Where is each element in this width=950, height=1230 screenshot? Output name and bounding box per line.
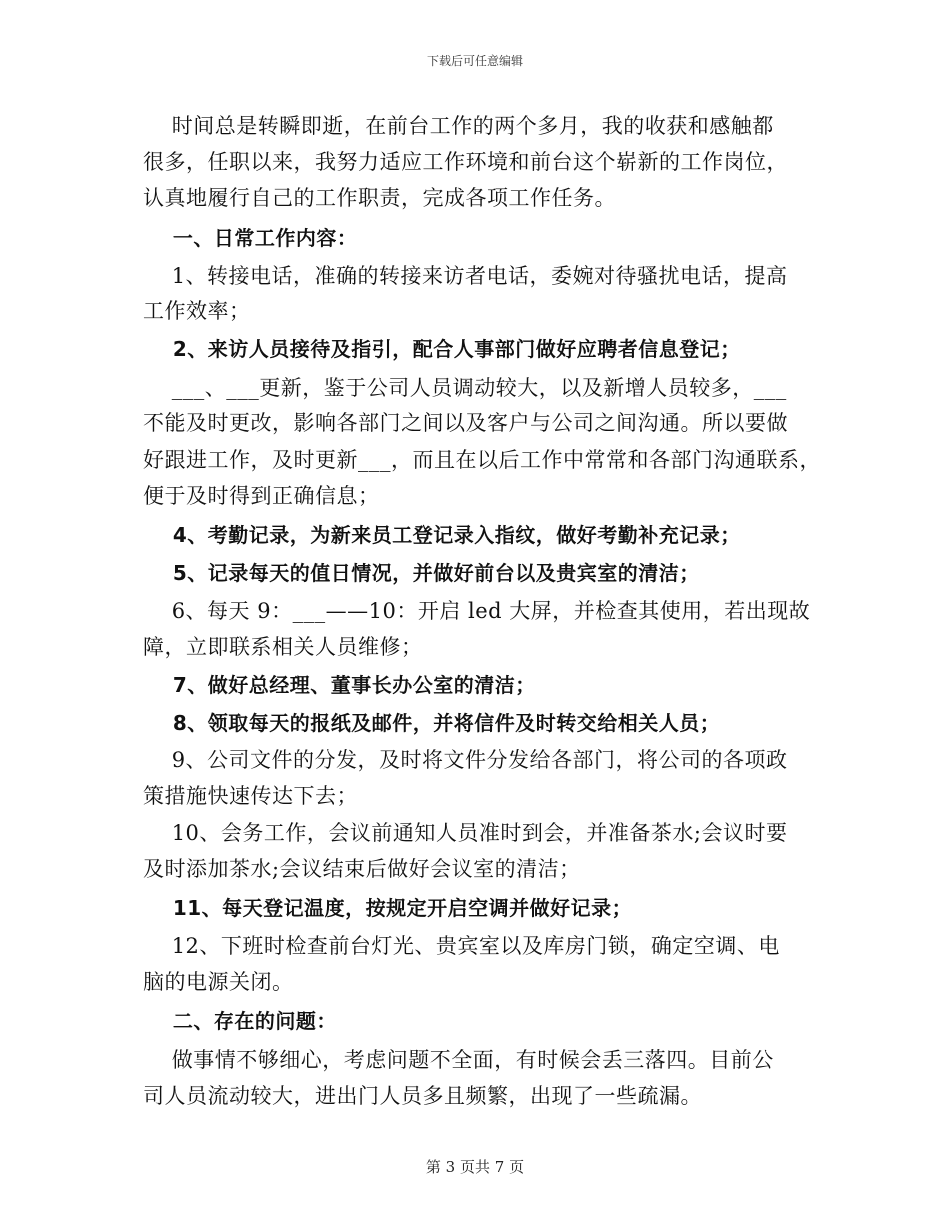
list-item: 7、做好总经理、董事长办公室的清洁； <box>143 673 536 697</box>
text-line: 司人员流动较大，进出门人员多且频繁，出现了一些疏漏。 <box>143 1084 702 1108</box>
text-line: 6、每天 9：___——10：开启 led 大屏，并检查其使用，若出现故 <box>143 599 811 623</box>
page-header: 下载后可任意编辑 <box>426 54 523 68</box>
text-line: 时间总是转瞬即逝，在前台工作的两个多月，我的收获和感触都 <box>143 114 774 138</box>
text-line: 1、转接电话，准确的转接来访者电话，委婉对待骚扰电话，提高 <box>143 264 788 288</box>
text-line: 及时添加茶水;会议结束后做好会议室的清洁； <box>143 857 581 881</box>
text-line: 9、公司文件的分发，及时将文件分发给各部门，将公司的各项政 <box>143 748 788 772</box>
list-item: 2、来访人员接待及指引，配合人事部门做好应聘者信息登记； <box>143 337 741 361</box>
list-item: 5、记录每天的值日情况，并做好前台以及贵宾室的清洁； <box>143 561 700 585</box>
list-item: 4、考勤记录，为新来员工登记录入指纹，做好考勤补充记录； <box>143 523 741 547</box>
text-line: 障，立即联系相关人员维修； <box>143 635 423 659</box>
section-heading: 一、日常工作内容： <box>143 226 358 250</box>
text-line: 很多，任职以来，我努力适应工作环境和前台这个崭新的工作岗位， <box>143 150 788 174</box>
text-line: 10、会务工作，会议前通知人员准时到会，并准备茶水;会议时要 <box>143 821 788 845</box>
list-item: 8、领取每天的报纸及邮件，并将信件及时转交给相关人员； <box>143 711 721 735</box>
text-line: 脑的电源关闭。 <box>143 970 294 994</box>
list-item: 11、每天登记温度，按规定开启空调并做好记录； <box>143 896 633 920</box>
text-line: 工作效率； <box>143 299 251 323</box>
text-line: ___、___更新，鉴于公司人员调动较大，以及新增人员较多，___ <box>143 376 787 400</box>
text-line: 认真地履行自己的工作职责，完成各项工作任务。 <box>143 186 616 210</box>
page-footer: 第 3 页共 7 页 <box>425 1158 525 1176</box>
text-line: 便于及时得到正确信息； <box>143 484 380 508</box>
text-line: 12、下班时检查前台灯光、贵宾室以及库房门锁，确定空调、电 <box>143 934 780 958</box>
section-heading: 二、存在的问题： <box>143 1009 337 1033</box>
text-line: 策措施快速传达下去； <box>143 784 358 808</box>
text-line: 好跟进工作，及时更新___，而且在以后工作中常常和各部门沟通联系， <box>143 448 821 472</box>
text-line: 不能及时更改，影响各部门之间以及客户与公司之间沟通。所以要做 <box>143 411 788 435</box>
text-line: 做事情不够细心，考虑问题不全面，有时候会丢三落四。目前公 <box>143 1048 774 1072</box>
